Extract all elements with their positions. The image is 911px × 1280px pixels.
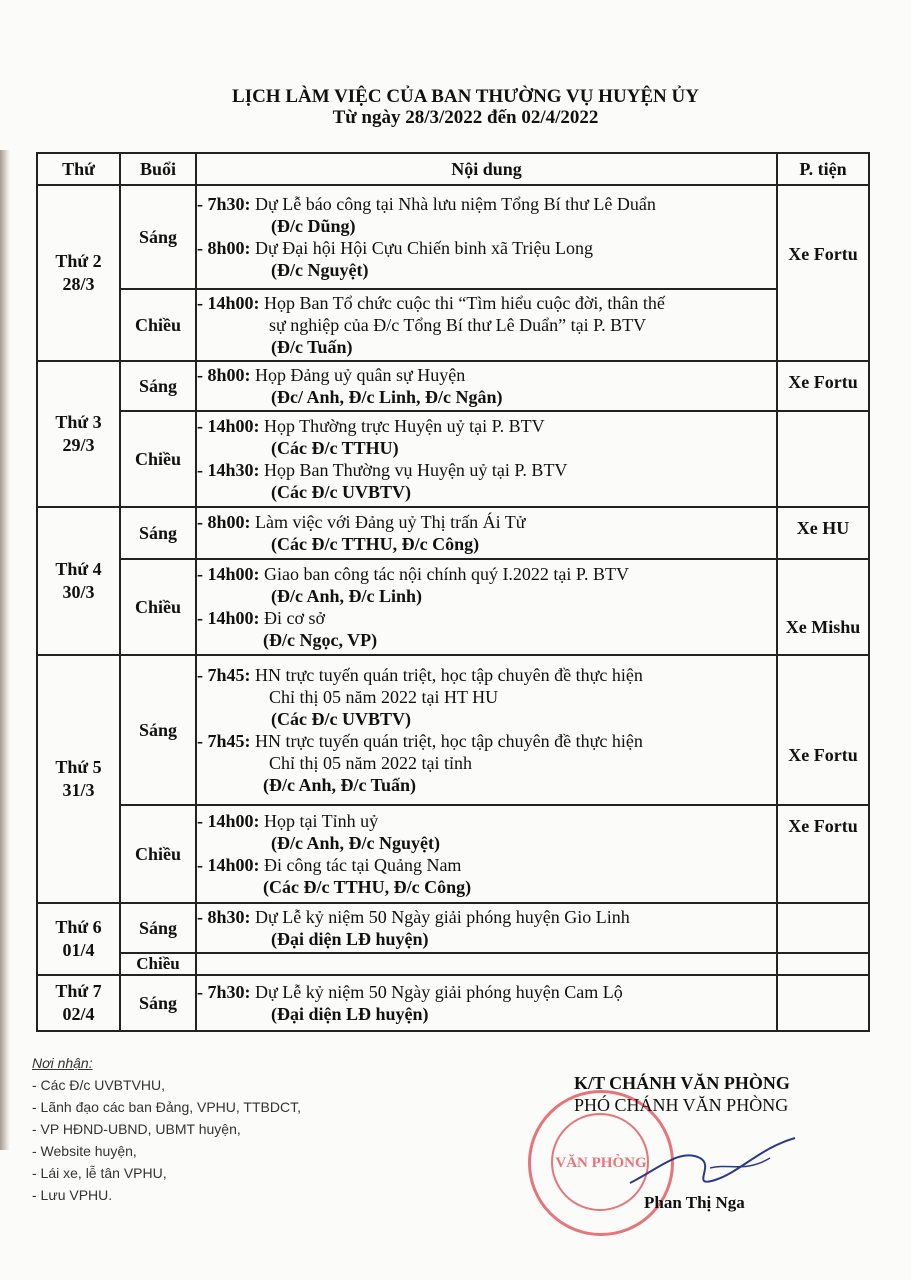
signer-name: Phan Thị Nga: [644, 1193, 745, 1212]
col-header-day: Thứ: [37, 153, 120, 185]
signature-title: K/T CHÁNH VĂN PHÒNG: [574, 1073, 790, 1093]
document-subtitle: Từ ngày 28/3/2022 đến 02/4/2022: [332, 107, 599, 128]
session-cell: Sáng: [120, 185, 196, 289]
signature-subtitle: PHÓ CHÁNH VĂN PHÒNG: [574, 1095, 789, 1115]
vehicle-cell: Xe Fortu: [777, 805, 869, 903]
office-seal: VĂN PHÒNG: [528, 1090, 674, 1236]
recipient-item: - Các Đ/c UVBTVHU,: [32, 1077, 166, 1093]
vehicle-cell: Xe Fortu: [777, 361, 869, 411]
session-cell: Sáng: [120, 975, 196, 1031]
day-date: 28/3: [62, 274, 95, 294]
day-name: Thứ 7: [55, 981, 102, 1001]
vehicle-cell: Xe Fortu: [777, 185, 869, 361]
table-row: [37, 411, 869, 507]
day-cell: [37, 361, 120, 507]
content-cell: - 8h00: Làm việc với Đảng uỷ Thị trấn Ái Tử (Các Đ/c TTHU, Đ/c Công): [196, 507, 777, 559]
content-cell: - 14h00: Họp Ban Tổ chức cuộc thi “Tìm hiểu cuộc đời, thân thế sự nghiệp của Đ/c Tổng Bí thư Lê Duẩn” tại P. BTV (Đ/c Tuấn): [196, 289, 777, 361]
col-header-content: Nội dung: [196, 153, 777, 185]
day-cell: [37, 975, 120, 1031]
vehicle-cell: Xe HU: [777, 507, 869, 559]
scan-edge-shadow: [0, 150, 10, 1150]
document-title: LỊCH LÀM VIỆC CỦA BAN THƯỜNG VỤ HUYỆN ỦY: [232, 86, 699, 107]
day-date: 30/3: [62, 582, 95, 602]
day-name: Thứ 5: [55, 757, 102, 777]
vehicle-cell: [777, 903, 869, 953]
table-row: [37, 805, 869, 903]
signature-block: [574, 1072, 790, 1116]
recipients-block: [32, 1052, 301, 1206]
vehicle-cell: Xe Mishu: [777, 559, 869, 655]
content-cell: - 14h00: Họp Thường trực Huyện uỷ tại P. BTV (Các Đ/c TTHU) - 14h30: Họp Ban Thường vụ Huyện uỷ tại P. BTV (Các Đ/c UVBTV): [196, 411, 777, 507]
day-cell: [37, 655, 120, 903]
day-date: 29/3: [62, 435, 95, 455]
col-header-vehicle: P. tiện: [777, 153, 869, 185]
document-header: [0, 86, 911, 128]
session-cell: Chiều: [120, 953, 196, 975]
table-header-row: [37, 153, 869, 185]
day-name: Thứ 6: [55, 917, 102, 937]
table-row: [37, 507, 869, 559]
table-row: [37, 289, 869, 361]
day-name: Thứ 3: [55, 412, 102, 432]
table-row: [37, 655, 869, 805]
col-header-session: Buổi: [120, 153, 196, 185]
day-date: 01/4: [62, 940, 95, 960]
table-row: [37, 903, 869, 953]
table-row: [37, 361, 869, 411]
day-cell: [37, 185, 120, 361]
table-row: [37, 975, 869, 1031]
content-cell: - 8h30: Dự Lễ kỷ niệm 50 Ngày giải phóng huyện Gio Linh (Đại diện LĐ huyện): [196, 903, 777, 953]
recipient-item: - Website huyện,: [32, 1143, 137, 1159]
day-name: Thứ 2: [55, 251, 102, 271]
session-cell: Sáng: [120, 655, 196, 805]
content-cell: - 8h00: Họp Đảng uỷ quân sự Huyện (Đc/ Anh, Đ/c Linh, Đ/c Ngân): [196, 361, 777, 411]
day-cell: [37, 507, 120, 655]
session-cell: Chiều: [120, 805, 196, 903]
recipient-item: - Lãnh đạo các ban Đảng, VPHU, TTBDCT,: [32, 1099, 301, 1115]
content-cell: - 14h00: Giao ban công tác nội chính quý I.2022 tại P. BTV (Đ/c Anh, Đ/c Linh) - 14h00: Đi cơ sở (Đ/c Ngọc, VP): [196, 559, 777, 655]
content-cell: - 7h30: Dự Lễ báo công tại Nhà lưu niệm Tổng Bí thư Lê Duẩn (Đ/c Dũng) - 8h00: Dự Đại hội Hội Cựu Chiến binh xã Triệu Long (Đ/c Nguyệt): [196, 185, 777, 289]
vehicle-cell: [777, 411, 869, 507]
session-cell: Sáng: [120, 903, 196, 953]
recipient-item: - Lưu VPHU.: [32, 1187, 113, 1203]
recipient-item: - VP HĐND-UBND, UBMT huyện,: [32, 1121, 241, 1137]
content-cell: - 7h30: Dự Lễ kỷ niệm 50 Ngày giải phóng huyện Cam Lộ (Đại diện LĐ huyện): [196, 975, 777, 1031]
recipients-heading: Nơi nhận:: [32, 1055, 93, 1071]
content-cell: [196, 953, 777, 975]
day-name: Thứ 4: [55, 559, 102, 579]
day-date: 02/4: [62, 1004, 95, 1024]
recipient-item: - Lái xe, lễ tân VPHU,: [32, 1165, 167, 1181]
content-cell: - 7h45: HN trực tuyến quán triệt, học tập chuyên đề thực hiện Chỉ thị 05 năm 2022 tại HT HU (Các Đ/c UVBTV) - 7h45: HN trực tuyến quán triệt, học tập chuyên đề thực hiện Chỉ thị 05 năm 2022 tại tỉnh (Đ/c Anh, Đ/c Tuấn): [196, 655, 777, 805]
table-row: [37, 185, 869, 289]
table-row: [37, 953, 869, 975]
vehicle-cell: Xe Fortu: [777, 655, 869, 805]
day-date: 31/3: [62, 780, 95, 800]
table-row: [37, 559, 869, 655]
session-cell: Chiều: [120, 411, 196, 507]
vehicle-cell: [777, 953, 869, 975]
session-cell: Sáng: [120, 361, 196, 411]
day-cell: [37, 903, 120, 975]
session-cell: Chiều: [120, 559, 196, 655]
session-cell: Chiều: [120, 289, 196, 361]
content-cell: - 14h00: Họp tại Tỉnh uỷ (Đ/c Anh, Đ/c Nguyệt) - 14h00: Đi công tác tại Quảng Nam (Các Đ/c TTHU, Đ/c Công): [196, 805, 777, 903]
vehicle-cell: [777, 975, 869, 1031]
session-cell: Sáng: [120, 507, 196, 559]
schedule-table: [36, 152, 870, 1032]
